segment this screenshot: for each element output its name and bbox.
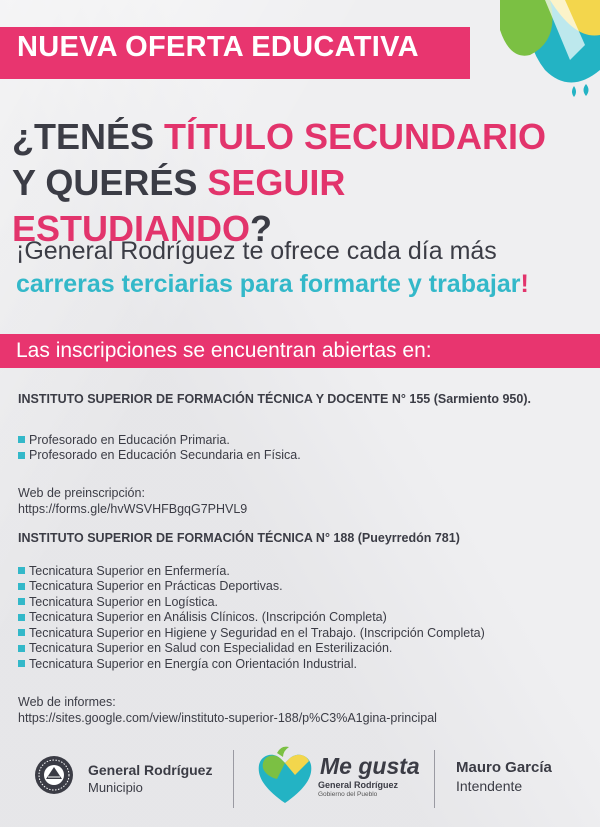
list-item-text: Profesorado en Educación Secundaria en Física.	[29, 448, 301, 463]
bullet-square-icon	[18, 614, 25, 621]
municipio-label: Municipio	[88, 780, 143, 795]
institute-title: INSTITUTO SUPERIOR DE FORMACIÓN TÉCNICA N° 188 (Pueyrredón 781)	[18, 531, 460, 545]
banner-title: NUEVA OFERTA EDUCATIVA	[17, 31, 419, 63]
list-item	[18, 432, 593, 448]
list-item-text: Tecnicatura Superior en Higiene y Seguridad en el Trabajo. (Inscripción Completa)	[29, 625, 485, 640]
headline-highlight: SEGUIR ESTUDIANDO	[12, 162, 346, 249]
bullet-square-icon	[18, 436, 25, 443]
list-item	[18, 579, 593, 595]
headline	[12, 114, 600, 252]
headline-part: Y QUERÉS	[12, 162, 208, 203]
list-item-text: Tecnicatura Superior en Enfermería.	[29, 563, 230, 578]
list-item-text: Tecnicatura Superior en Energía con Orientación Industrial.	[29, 656, 357, 671]
list-item-text: Tecnicatura Superior en Análisis Clínicos. (Inscripción Completa)	[29, 610, 387, 625]
subheadline	[16, 235, 529, 301]
list-item	[18, 610, 593, 626]
subheadline-line1: ¡General Rodríguez te ofrece cada día más	[16, 237, 497, 265]
municipio-name: General Rodríguez	[88, 762, 213, 778]
list-item	[18, 594, 593, 610]
web-link[interactable]: https://sites.google.com/view/instituto-superior-188/p%C3%A1gina-principal	[18, 710, 437, 725]
mayor-name: Mauro García	[456, 759, 552, 776]
bullet-square-icon	[18, 583, 25, 590]
list-item-text: Profesorado en Educación Primaria.	[29, 432, 230, 447]
decorative-corner-shape	[490, 0, 600, 105]
bullet-square-icon	[18, 645, 25, 652]
subheadline-exclamation: !	[520, 270, 529, 298]
mayor-role: Intendente	[456, 778, 523, 794]
list-item	[18, 625, 593, 641]
headline-part: ?	[250, 208, 273, 249]
bullet-square-icon	[18, 629, 25, 636]
brand-sub: General Rodríguez	[318, 780, 399, 790]
brand-name: Me gusta	[320, 753, 420, 779]
municipal-seal-icon	[34, 755, 74, 795]
heart-logo-icon	[255, 745, 315, 807]
bullet-square-icon	[18, 660, 25, 667]
web-link[interactable]: https://forms.gle/hvWSVHFBgqG7PHVL9	[18, 502, 248, 516]
footer-divider	[434, 750, 435, 808]
web-label: Web de informes:	[18, 694, 116, 709]
brand-sub2: Gobierno del Pueblo	[318, 791, 378, 798]
headline-highlight: TÍTULO SECUNDARIO	[164, 116, 547, 157]
subheadline-highlight: carreras terciarias para formarte y trabajar	[16, 270, 521, 298]
bullet-square-icon	[18, 567, 25, 574]
web-label: Web de preinscripción:	[18, 486, 145, 500]
list-item	[18, 448, 593, 464]
list-item	[18, 641, 593, 657]
institute-title: INSTITUTO SUPERIOR DE FORMACIÓN TÉCNICA Y DOCENTE N° 155 (Sarmiento 950).	[18, 392, 531, 406]
list-item	[18, 563, 593, 579]
headline-part: ¿TENÉS	[12, 116, 165, 157]
inscriptions-heading: Las inscripciones se encuentran abiertas en:	[16, 339, 432, 362]
footer-divider	[233, 750, 234, 808]
bullet-square-icon	[18, 452, 25, 459]
list-item-text: Tecnicatura Superior en Prácticas Deportivas.	[29, 579, 283, 594]
list-item-text: Tecnicatura Superior en Salud con Especialidad en Esterilización.	[29, 641, 393, 656]
list-item-text: Tecnicatura Superior en Logística.	[29, 594, 218, 609]
institutes-content	[18, 392, 593, 726]
footer	[0, 745, 600, 815]
bullet-square-icon	[18, 598, 25, 605]
list-item	[18, 656, 593, 672]
